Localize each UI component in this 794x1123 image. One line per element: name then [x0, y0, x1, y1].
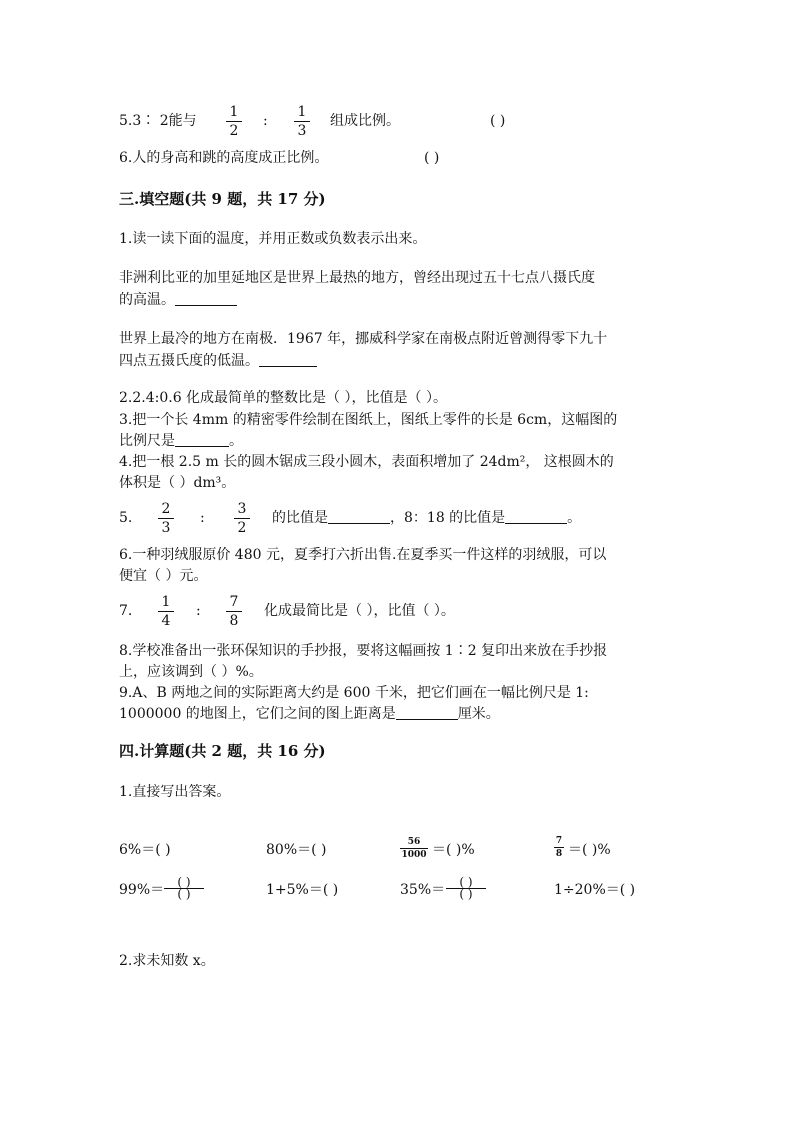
judge-q5-suffix: 组成比例。 — [330, 113, 400, 129]
calc-item-1-plus-5-percent: 1+5%＝( ) — [266, 882, 339, 898]
calc-item-56-1000: ＝( )% — [432, 842, 475, 858]
fill-q7-number: 7. — [119, 603, 133, 619]
judge-q5-answer-paren[interactable]: ( ) — [490, 113, 506, 129]
judge-q5-colon: : — [263, 113, 268, 129]
calc-item-35-percent-fraction: ( ) ( ) — [446, 877, 486, 900]
fill-q5-blank-2[interactable] — [505, 509, 567, 524]
fill-q5-fraction-1: 2 3 — [158, 501, 174, 536]
judge-q5-fraction-1: 1 2 — [226, 104, 242, 139]
fill-q8-line2: 上，应该调到（ ）%。 — [119, 664, 263, 680]
fill-q6-line1: 6.一种羽绒服原价 480 元，夏季打六折出售.在夏季买一件这样的羽绒服，可以 — [119, 547, 607, 563]
fill-q1-blank-2[interactable] — [259, 352, 317, 367]
judge-q6-text: 6.人的身高和跳的高度成正比例。 — [119, 150, 329, 166]
fill-q9-line1: 9.A、B 两地之间的实际距离大约是 600 千米，把它们画在一幅比例尺是 1: — [119, 685, 589, 701]
fill-q3-line2: 比例尺是 。 — [119, 433, 243, 449]
fill-q7-fraction-2: 7 8 — [226, 594, 242, 629]
judge-q6-answer-paren[interactable]: ( ) — [424, 150, 440, 166]
fill-q5-blank-1[interactable] — [328, 509, 390, 524]
calc-item-99-percent-fraction: ( ) ( ) — [164, 877, 204, 900]
calc-q1-text: 1.直接写出答案。 — [119, 784, 231, 800]
calc-fraction-56-1000: 56 1000 — [401, 837, 427, 860]
judge-q5-fraction-2: 1 3 — [294, 104, 310, 139]
fill-q4-line2: 体积是（ ）dm³。 — [119, 475, 236, 491]
fill-q1-p1-line2: 的高温。 — [119, 290, 237, 310]
calc-item-6-percent: 6%＝( ) — [119, 842, 171, 858]
calc-item-1-div-20-percent: 1÷20%＝( ) — [554, 882, 636, 898]
fill-q1-text: 1.读一读下面的温度，并用正数或负数表示出来。 — [119, 231, 427, 247]
section-3-title: 三.填空题(共 9 题，共 17 分) — [119, 190, 326, 208]
fill-q5-fraction-2: 3 2 — [234, 501, 250, 536]
fill-q7-colon: : — [196, 603, 201, 619]
fill-q9-line2: 1000000 的地图上，它们之间的图上距离是 厘米。 — [119, 706, 500, 722]
fill-q5-colon: : — [200, 510, 205, 526]
fill-q2-text: 2.2.4:0.6 化成最简单的整数比是（ ），比值是（ ）。 — [119, 390, 447, 406]
calc-item-35-percent: 35%＝ — [400, 882, 446, 898]
calc-item-80-percent: 80%＝( ) — [266, 842, 327, 858]
fill-q4-line1: 4.把一根 2.5 m 长的圆木锯成三段小圆木，表面积增加了 24dm²， 这根圆木的 — [119, 454, 614, 470]
fill-q1-p2-line2: 四点五摄氏度的低温。 — [119, 351, 317, 371]
fill-q3-blank[interactable] — [175, 432, 229, 447]
fill-q1-p1-line1: 非洲利比亚的加里延地区是世界上最热的地方，曾经出现过五十七点八摄氏度 — [119, 270, 595, 286]
fill-q7-fraction-1: 1 4 — [158, 594, 174, 629]
calc-fraction-7-8: 7 8 — [555, 836, 563, 859]
section-4-title: 四.计算题(共 2 题，共 16 分) — [119, 742, 326, 760]
calc-q2-text: 2.求未知数 x。 — [119, 953, 215, 969]
fill-q1-blank-1[interactable] — [175, 291, 237, 306]
judge-q5-prefix: 5.3∶ 2能与 — [119, 113, 197, 129]
calc-item-7-8: ＝( )% — [568, 842, 611, 858]
fill-q5-text: 的比值是 ，8：18 的比值是 。 — [272, 510, 582, 526]
fill-q5-number: 5. — [119, 510, 133, 526]
fill-q1-p2-line1: 世界上最冷的地方在南极．1967 年，挪威科学家在南极点附近曾测得零下九十 — [119, 331, 608, 347]
fill-q3-line1: 3.把一个长 4mm 的精密零件绘制在图纸上，图纸上零件的长是 6cm，这幅图的 — [119, 412, 618, 428]
fill-q7-text: 化成最简比是（ ），比值（ ）。 — [264, 603, 455, 619]
fill-q8-line1: 8.学校准备出一张环保知识的手抄报，要将这幅画按 1∶2 复印出来放在手抄报 — [119, 643, 608, 659]
calc-item-99-percent: 99%＝ — [119, 882, 165, 898]
fill-q9-blank[interactable] — [396, 705, 458, 720]
fill-q6-line2: 便宜（ ）元。 — [119, 568, 208, 584]
